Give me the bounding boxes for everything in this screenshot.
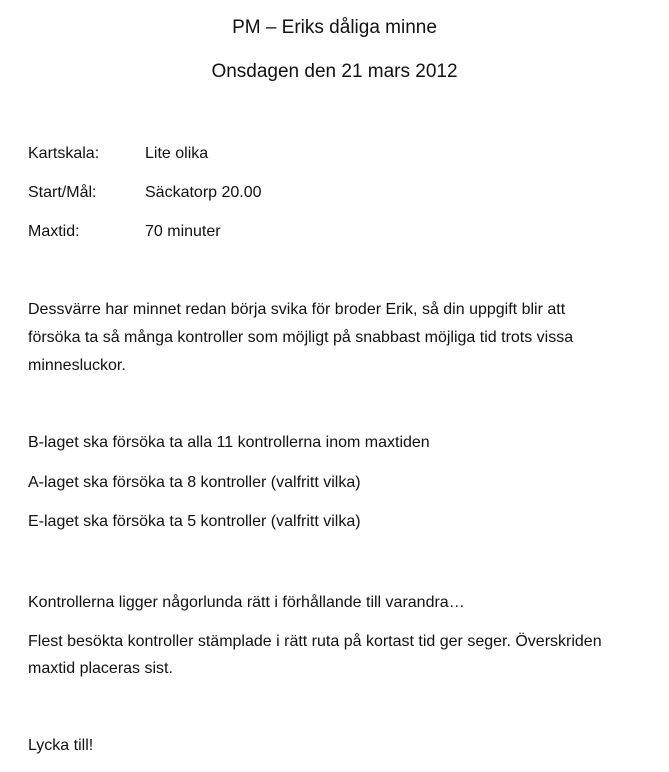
document-date: Onsdagen den 21 mars 2012 (211, 61, 458, 82)
info-label-start-finish: Start/Mål: (28, 184, 97, 201)
info-label-max-time: Maxtid: (28, 223, 80, 240)
info-label-map-scale: Kartskala: (28, 145, 100, 162)
info-value-start-finish: Säckatorp 20.00 (145, 184, 262, 201)
class-item-b: B-laget ska försöka ta alla 11 kontrollerna inom maxtiden (28, 434, 430, 451)
class-item-a: A-laget ska försöka ta 8 kontroller (valfritt vilka) (28, 474, 361, 491)
rules-line: Flest besökta kontroller stämplade i rätt ruta på kortast tid ger seger. Överskriden (28, 633, 602, 650)
class-item-e: E-laget ska försöka ta 5 kontroller (valfritt vilka) (28, 513, 361, 530)
intro-line: Dessvärre har minnet redan börja svika för broder Erik, så din uppgift blir att (28, 301, 566, 318)
info-value-max-time: 70 minuter (145, 223, 221, 240)
document-title: PM – Eriks dåliga minne (232, 17, 437, 38)
intro-line: minnesluckor. (28, 357, 126, 374)
closing-text: Lycka till! (28, 737, 94, 754)
rules-line: maxtid placeras sist. (28, 660, 173, 677)
info-value-map-scale: Lite olika (145, 145, 209, 162)
intro-line: försöka ta så många kontroller som möjligt på snabbast möjliga tid trots vissa (28, 329, 574, 346)
note-text: Kontrollerna ligger någorlunda rätt i förhållande till varandra… (28, 594, 465, 611)
